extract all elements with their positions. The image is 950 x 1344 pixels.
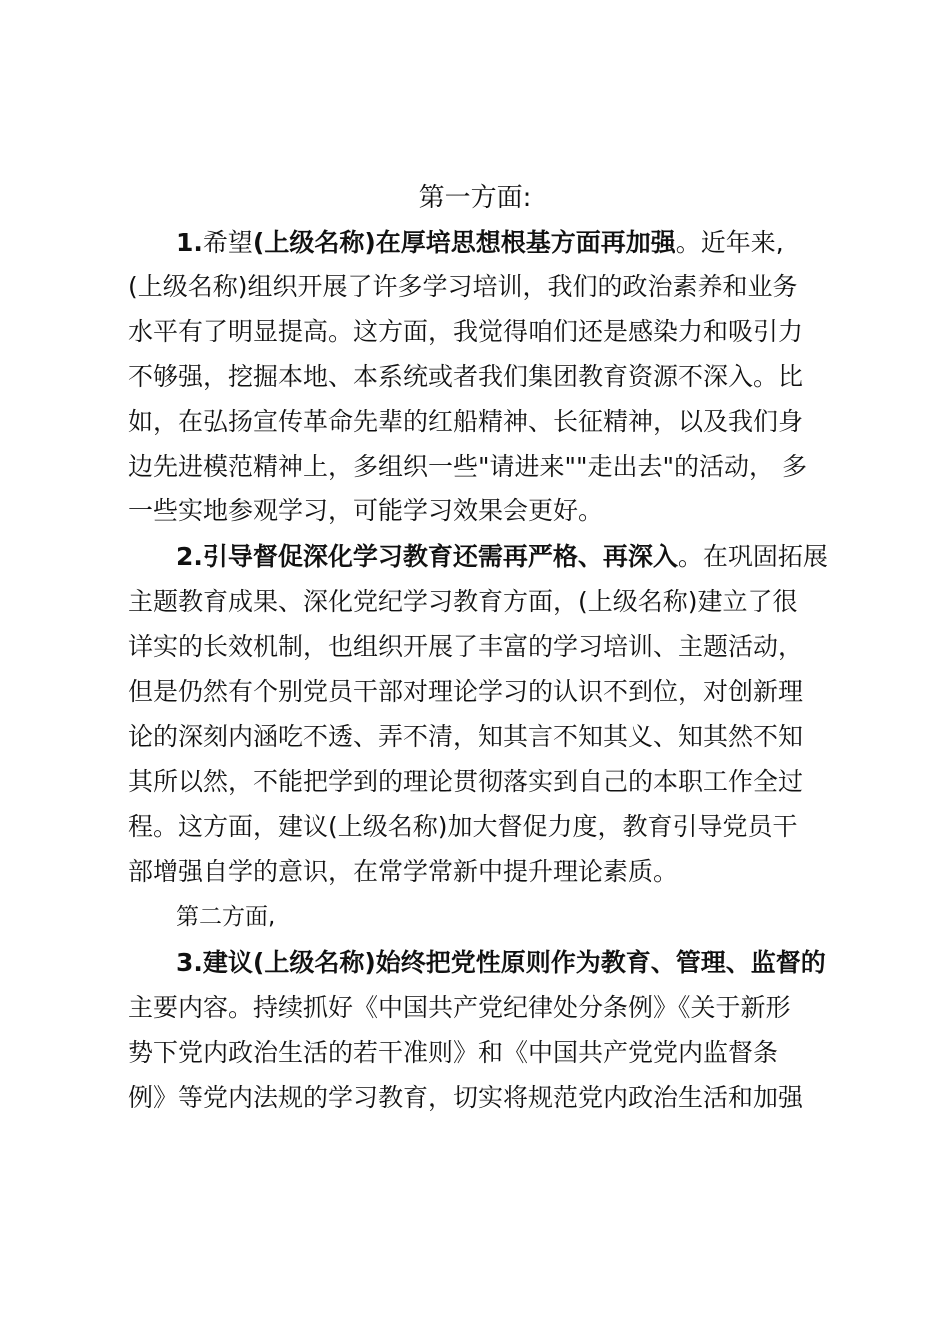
paragraph-2-line: 其所以然，不能把学到的理论贯彻落实到自己的本职工作全过 <box>128 767 804 796</box>
paragraph-2-lead-tail: 。在巩固拓展 <box>677 542 828 571</box>
paragraph-1-lead-tail: 。近年来, <box>675 228 784 257</box>
paragraph-2-lead-bold: 2.引导督促深化学习教育还需再严格、再深入 <box>176 542 678 571</box>
paragraph-1-line: 不够强，挖掘本地、本系统或者我们集团教育资源不深入。比 <box>128 362 804 391</box>
paragraph-2-line: 论的深刻内涵吃不透、弄不清，知其言不知其义、知其然不知 <box>128 722 804 751</box>
paragraph-3-line: 主要内容。持续抓好《中国共产党纪律处分条例》《关于新形 <box>128 993 791 1022</box>
section-two-title: 第二方面, <box>176 904 276 930</box>
paragraph-3-line: 势下党内政治生活的若干准则》和《中国共产党党内监督条 <box>128 1038 779 1067</box>
paragraph-2-line: 部增强自学的意识，在常学常新中提升理论素质。 <box>128 857 679 886</box>
paragraph-1-line: 一些实地参观学习，可能学习效果会更好。 <box>128 496 604 525</box>
paragraph-2-line: 主题教育成果、深化党纪学习教育方面，(上级名称)建立了很 <box>128 587 798 616</box>
paragraph-1-line: 如，在弘扬宣传革命先辈的红船精神、长征精神，以及我们身 <box>128 407 804 436</box>
paragraph-2-line: 详实的长效机制，也组织开展了丰富的学习培训、主题活动， <box>128 632 804 661</box>
paragraph-3-line: 例》等党内法规的学习教育，切实将规范党内政治生活和加强 <box>128 1083 804 1112</box>
paragraph-1-lead-plain: 希望 <box>202 228 253 257</box>
paragraph-1-lead <box>176 226 784 260</box>
paragraph-1-line: (上级名称)组织开展了许多学习培训，我们的政治素养和业务 <box>128 272 798 301</box>
paragraph-1-line: 边先进模范精神上，多组织一些"请进来""走出去"的活动， 多 <box>128 452 807 481</box>
paragraph-1-line: 水平有了明显提高。这方面，我觉得咱们还是感染力和吸引力 <box>128 317 804 346</box>
paragraph-2-line: 程。这方面，建议(上级名称)加大督促力度，教育引导党员干 <box>128 812 798 841</box>
paragraph-3-lead-bold: 3.建议(上级名称)始终把党性原则作为教育、管理、监督的 <box>176 948 826 977</box>
paragraph-2-lead <box>176 540 828 574</box>
paragraph-3-lead <box>176 946 826 980</box>
paragraph-2-line: 但是仍然有个别党员干部对理论学习的认识不到位，对创新理 <box>128 677 804 706</box>
section-one-title: 第一方面: <box>418 183 532 213</box>
paragraph-1-lead-bold: (上级名称)在厚培思想根基方面再加强 <box>252 228 676 257</box>
paragraph-1-number: 1. <box>176 228 203 257</box>
